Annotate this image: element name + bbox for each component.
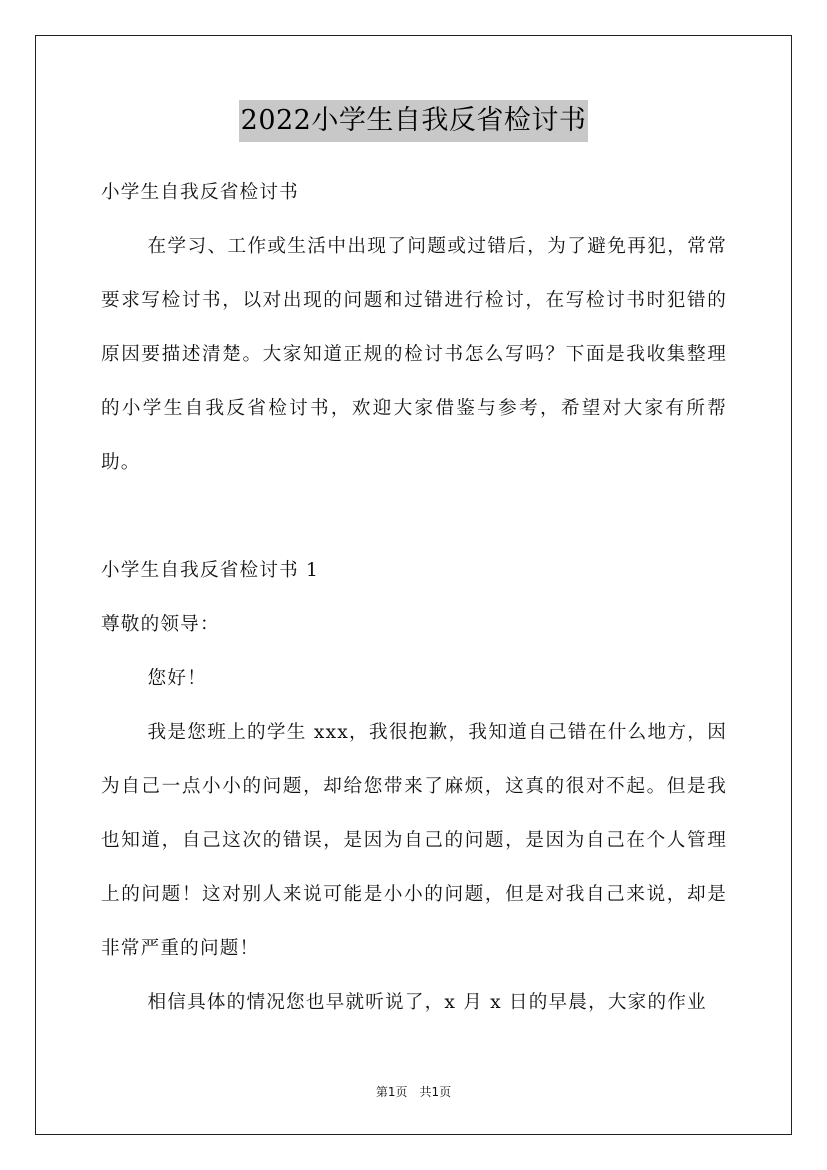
document-title: 2022小学生自我反省检讨书 [239, 100, 589, 142]
document-body [101, 166, 727, 1030]
salutation: 尊敬的领导： [101, 614, 220, 635]
section-title: 小学生自我反省检讨书 1 [101, 560, 320, 581]
paragraph-gap [101, 490, 727, 544]
subtitle: 小学生自我反省检讨书 [101, 182, 299, 203]
page-footer: 第1页 共1页 [375, 1085, 452, 1099]
body-paragraph-2: 相信具体的情况您也早就听说了，x 月 x 日的早晨，大家的作业 [147, 992, 707, 1013]
title-container [0, 100, 827, 142]
body-paragraph-1: 我是您班上的学生 xxx，我很抱歉，我知道自己错在什么地方，因为自己一点小小的问题，却给您带来了麻烦，这真的很对不起。但是我也知道，自己这次的错误，是因为自己的问题，是因为自己在个人管理上的问题！这对别人来说可能是小小的问题，但是对我自己来说，却是非常严重的问题！ [101, 722, 727, 959]
greeting: 您好！ [147, 668, 207, 689]
intro-paragraph: 在学习、工作或生活中出现了问题或过错后，为了避免再犯，常常要求写检讨书，以对出现的问题和过错进行检讨，在写检讨书时犯错的原因要描述清楚。大家知道正规的检讨书怎么写吗？下面是我收集整理的小学生自我反省检讨书，欢迎大家借鉴与参考，希望对大家有所帮助。 [101, 236, 727, 473]
